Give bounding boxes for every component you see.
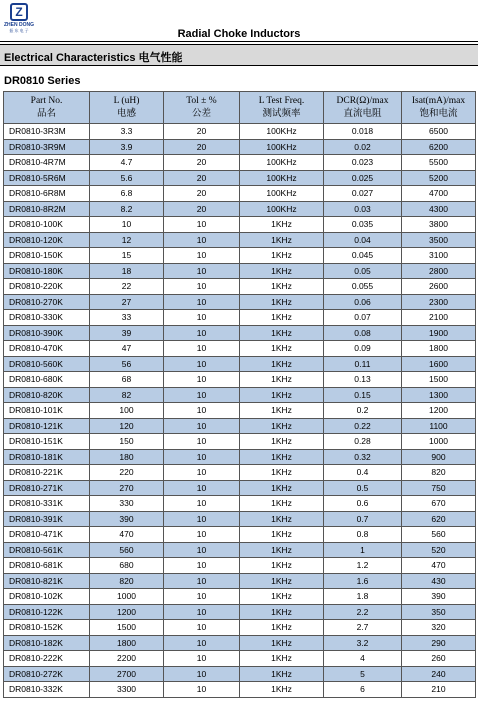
part-no-cell: DR0810-151K: [4, 434, 90, 450]
inductance-cell: 2200: [90, 651, 164, 667]
inductance-cell: 15: [90, 248, 164, 264]
inductance-cell: 10: [90, 217, 164, 233]
isat-cell: 1300: [402, 387, 476, 403]
dcr-cell: 0.28: [324, 434, 402, 450]
dcr-cell: 0.22: [324, 418, 402, 434]
isat-cell: 5200: [402, 170, 476, 186]
inductance-cell: 3.3: [90, 124, 164, 140]
part-no-cell: DR0810-821K: [4, 573, 90, 589]
table-row: [4, 341, 476, 357]
table-row: [4, 294, 476, 310]
part-no-cell: DR0810-3R9M: [4, 139, 90, 155]
part-no-cell: DR0810-390K: [4, 325, 90, 341]
isat-cell: 430: [402, 573, 476, 589]
part-no-cell: DR0810-680K: [4, 372, 90, 388]
isat-cell: 820: [402, 465, 476, 481]
table-row: [4, 480, 476, 496]
isat-cell: 3800: [402, 217, 476, 233]
table-row: [4, 418, 476, 434]
inductance-cell: 27: [90, 294, 164, 310]
test-freq-cell: 1KHz: [240, 527, 324, 543]
test-freq-cell: 1KHz: [240, 480, 324, 496]
inductance-cell: 6.8: [90, 186, 164, 202]
dcr-cell: 3.2: [324, 635, 402, 651]
part-no-cell: DR0810-150K: [4, 248, 90, 264]
test-freq-cell: 1KHz: [240, 263, 324, 279]
isat-cell: 470: [402, 558, 476, 574]
inductance-cell: 120: [90, 418, 164, 434]
tolerance-cell: 20: [164, 155, 240, 171]
tolerance-cell: 10: [164, 325, 240, 341]
test-freq-cell: 1KHz: [240, 217, 324, 233]
part-no-cell: DR0810-271K: [4, 480, 90, 496]
table-row: [4, 403, 476, 419]
tolerance-cell: 10: [164, 403, 240, 419]
logo-name: ZHEN DONG: [4, 22, 34, 28]
tolerance-cell: 20: [164, 201, 240, 217]
tolerance-cell: 10: [164, 635, 240, 651]
inductance-cell: 680: [90, 558, 164, 574]
isat-cell: 2600: [402, 279, 476, 295]
isat-cell: 4300: [402, 201, 476, 217]
isat-cell: 390: [402, 589, 476, 605]
isat-cell: 5500: [402, 155, 476, 171]
dcr-cell: 4: [324, 651, 402, 667]
dcr-cell: 0.07: [324, 310, 402, 326]
table-row: [4, 155, 476, 171]
tolerance-cell: 10: [164, 666, 240, 682]
part-no-cell: DR0810-391K: [4, 511, 90, 527]
section-bar: [0, 44, 478, 66]
table-row: [4, 527, 476, 543]
test-freq-cell: 1KHz: [240, 372, 324, 388]
part-no-cell: DR0810-330K: [4, 310, 90, 326]
table-row: [4, 651, 476, 667]
dcr-cell: 0.025: [324, 170, 402, 186]
isat-cell: 240: [402, 666, 476, 682]
part-no-cell: DR0810-222K: [4, 651, 90, 667]
col-header-part-no: Part No. 品名: [4, 92, 90, 124]
inductance-cell: 8.2: [90, 201, 164, 217]
table-row: [4, 232, 476, 248]
part-no-cell: DR0810-272K: [4, 666, 90, 682]
tolerance-cell: 10: [164, 341, 240, 357]
inductance-cell: 39: [90, 325, 164, 341]
table-row: [4, 217, 476, 233]
dcr-cell: 1.6: [324, 573, 402, 589]
dcr-cell: 0.045: [324, 248, 402, 264]
table-row: [4, 465, 476, 481]
test-freq-cell: 1KHz: [240, 356, 324, 372]
table-row: [4, 186, 476, 202]
part-no-cell: DR0810-470K: [4, 341, 90, 357]
logo-cn: 振 东 电 子: [9, 28, 29, 33]
isat-cell: 290: [402, 635, 476, 651]
tolerance-cell: 20: [164, 186, 240, 202]
isat-cell: 2300: [402, 294, 476, 310]
part-no-cell: DR0810-3R3M: [4, 124, 90, 140]
part-no-cell: DR0810-220K: [4, 279, 90, 295]
part-no-cell: DR0810-331K: [4, 496, 90, 512]
dcr-cell: 0.02: [324, 139, 402, 155]
part-no-cell: DR0810-101K: [4, 403, 90, 419]
test-freq-cell: 1KHz: [240, 620, 324, 636]
col-header-test-freq: L Test Freq. 测试频率: [240, 92, 324, 124]
inductance-cell: 12: [90, 232, 164, 248]
table-row: [4, 496, 476, 512]
isat-cell: 6200: [402, 139, 476, 155]
part-no-cell: DR0810-6R8M: [4, 186, 90, 202]
dcr-cell: 2.2: [324, 604, 402, 620]
dcr-cell: 0.023: [324, 155, 402, 171]
isat-cell: 1900: [402, 325, 476, 341]
test-freq-cell: 1KHz: [240, 434, 324, 450]
table-row: [4, 263, 476, 279]
test-freq-cell: 1KHz: [240, 294, 324, 310]
dcr-cell: 0.13: [324, 372, 402, 388]
isat-cell: 520: [402, 542, 476, 558]
test-freq-cell: 1KHz: [240, 325, 324, 341]
inductance-cell: 1000: [90, 589, 164, 605]
table-row: [4, 372, 476, 388]
part-no-cell: DR0810-182K: [4, 635, 90, 651]
inductance-cell: 270: [90, 480, 164, 496]
test-freq-cell: 1KHz: [240, 682, 324, 698]
test-freq-cell: 1KHz: [240, 248, 324, 264]
tolerance-cell: 10: [164, 387, 240, 403]
table-row: [4, 124, 476, 140]
inductance-cell: 4.7: [90, 155, 164, 171]
isat-cell: 2100: [402, 310, 476, 326]
test-freq-cell: 100KHz: [240, 186, 324, 202]
table-row: [4, 201, 476, 217]
tolerance-cell: 10: [164, 542, 240, 558]
tolerance-cell: 10: [164, 217, 240, 233]
table-row: [4, 449, 476, 465]
dcr-cell: 0.11: [324, 356, 402, 372]
test-freq-cell: 1KHz: [240, 589, 324, 605]
inductance-cell: 68: [90, 372, 164, 388]
col-header-inductance: L (uH) 电感: [90, 92, 164, 124]
inductance-cell: 470: [90, 527, 164, 543]
test-freq-cell: 1KHz: [240, 651, 324, 667]
dcr-cell: 2.7: [324, 620, 402, 636]
table-row: [4, 434, 476, 450]
test-freq-cell: 1KHz: [240, 666, 324, 682]
dcr-cell: 0.03: [324, 201, 402, 217]
test-freq-cell: 1KHz: [240, 542, 324, 558]
dcr-cell: 0.2: [324, 403, 402, 419]
table-row: [4, 310, 476, 326]
table-row: [4, 682, 476, 698]
isat-cell: 260: [402, 651, 476, 667]
part-no-cell: DR0810-102K: [4, 589, 90, 605]
page-header: [0, 0, 478, 44]
inductance-cell: 820: [90, 573, 164, 589]
part-no-cell: DR0810-221K: [4, 465, 90, 481]
isat-cell: 2800: [402, 263, 476, 279]
table-row: [4, 620, 476, 636]
part-no-cell: DR0810-100K: [4, 217, 90, 233]
tolerance-cell: 10: [164, 434, 240, 450]
isat-cell: 1000: [402, 434, 476, 450]
inductance-cell: 5.6: [90, 170, 164, 186]
tolerance-cell: 20: [164, 139, 240, 155]
isat-cell: 350: [402, 604, 476, 620]
test-freq-cell: 1KHz: [240, 604, 324, 620]
tolerance-cell: 10: [164, 465, 240, 481]
isat-cell: 1800: [402, 341, 476, 357]
part-no-cell: DR0810-180K: [4, 263, 90, 279]
test-freq-cell: 100KHz: [240, 201, 324, 217]
test-freq-cell: 1KHz: [240, 279, 324, 295]
isat-cell: 670: [402, 496, 476, 512]
col-header-isat: Isat(mA)/max 饱和电流: [402, 92, 476, 124]
test-freq-cell: 1KHz: [240, 387, 324, 403]
dcr-cell: 0.5: [324, 480, 402, 496]
test-freq-cell: 1KHz: [240, 635, 324, 651]
tolerance-cell: 20: [164, 170, 240, 186]
inductance-cell: 180: [90, 449, 164, 465]
tolerance-cell: 10: [164, 511, 240, 527]
part-no-cell: DR0810-270K: [4, 294, 90, 310]
dcr-cell: 0.035: [324, 217, 402, 233]
tolerance-cell: 10: [164, 449, 240, 465]
isat-cell: 750: [402, 480, 476, 496]
inductance-cell: 330: [90, 496, 164, 512]
table-row: [4, 356, 476, 372]
part-no-cell: DR0810-121K: [4, 418, 90, 434]
table-row: [4, 635, 476, 651]
table-row: [4, 573, 476, 589]
tolerance-cell: 10: [164, 604, 240, 620]
table-header-row: [4, 92, 476, 124]
table-row: [4, 589, 476, 605]
inductance-cell: 1200: [90, 604, 164, 620]
col-header-tolerance: Tol ± % 公差: [164, 92, 240, 124]
dcr-cell: 1.2: [324, 558, 402, 574]
dcr-cell: 0.06: [324, 294, 402, 310]
test-freq-cell: 100KHz: [240, 139, 324, 155]
inductance-cell: 3.9: [90, 139, 164, 155]
part-no-cell: DR0810-561K: [4, 542, 90, 558]
tolerance-cell: 10: [164, 310, 240, 326]
tolerance-cell: 10: [164, 418, 240, 434]
dcr-cell: 0.15: [324, 387, 402, 403]
isat-cell: 3100: [402, 248, 476, 264]
inductance-cell: 2700: [90, 666, 164, 682]
test-freq-cell: 1KHz: [240, 465, 324, 481]
tolerance-cell: 10: [164, 682, 240, 698]
test-freq-cell: 1KHz: [240, 449, 324, 465]
header-rule: [0, 41, 478, 42]
spec-table: [3, 91, 476, 698]
tolerance-cell: 10: [164, 558, 240, 574]
dcr-cell: 0.4: [324, 465, 402, 481]
part-no-cell: DR0810-681K: [4, 558, 90, 574]
table-row: [4, 139, 476, 155]
test-freq-cell: 100KHz: [240, 155, 324, 171]
test-freq-cell: 1KHz: [240, 573, 324, 589]
part-no-cell: DR0810-332K: [4, 682, 90, 698]
dcr-cell: 0.09: [324, 341, 402, 357]
test-freq-cell: 1KHz: [240, 232, 324, 248]
isat-cell: 320: [402, 620, 476, 636]
tolerance-cell: 10: [164, 294, 240, 310]
isat-cell: 560: [402, 527, 476, 543]
tolerance-cell: 10: [164, 527, 240, 543]
table-row: [4, 279, 476, 295]
inductance-cell: 22: [90, 279, 164, 295]
isat-cell: 1200: [402, 403, 476, 419]
part-no-cell: DR0810-4R7M: [4, 155, 90, 171]
part-no-cell: DR0810-152K: [4, 620, 90, 636]
isat-cell: 1100: [402, 418, 476, 434]
tolerance-cell: 10: [164, 620, 240, 636]
tolerance-cell: 20: [164, 124, 240, 140]
table-row: [4, 248, 476, 264]
inductance-cell: 220: [90, 465, 164, 481]
dcr-cell: 0.05: [324, 263, 402, 279]
inductance-cell: 33: [90, 310, 164, 326]
table-row: [4, 511, 476, 527]
inductance-cell: 18: [90, 263, 164, 279]
table-row: [4, 325, 476, 341]
part-no-cell: DR0810-471K: [4, 527, 90, 543]
part-no-cell: DR0810-820K: [4, 387, 90, 403]
dcr-cell: 0.7: [324, 511, 402, 527]
part-no-cell: DR0810-122K: [4, 604, 90, 620]
test-freq-cell: 100KHz: [240, 170, 324, 186]
logo-letter: Z: [15, 5, 23, 19]
table-row: [4, 558, 476, 574]
test-freq-cell: 1KHz: [240, 496, 324, 512]
test-freq-cell: 100KHz: [240, 124, 324, 140]
tolerance-cell: 10: [164, 232, 240, 248]
dcr-cell: 0.018: [324, 124, 402, 140]
tolerance-cell: 10: [164, 480, 240, 496]
isat-cell: 900: [402, 449, 476, 465]
tolerance-cell: 10: [164, 279, 240, 295]
part-no-cell: DR0810-120K: [4, 232, 90, 248]
dcr-cell: 5: [324, 666, 402, 682]
inductance-cell: 390: [90, 511, 164, 527]
dcr-cell: 1.8: [324, 589, 402, 605]
inductance-cell: 1800: [90, 635, 164, 651]
tolerance-cell: 10: [164, 496, 240, 512]
table-row: [4, 387, 476, 403]
inductance-cell: 150: [90, 434, 164, 450]
inductance-cell: 560: [90, 542, 164, 558]
tolerance-cell: 10: [164, 248, 240, 264]
part-no-cell: DR0810-560K: [4, 356, 90, 372]
logo-mark-icon: [10, 3, 28, 21]
test-freq-cell: 1KHz: [240, 558, 324, 574]
part-no-cell: DR0810-8R2M: [4, 201, 90, 217]
inductance-cell: 82: [90, 387, 164, 403]
dcr-cell: 0.027: [324, 186, 402, 202]
isat-cell: 4700: [402, 186, 476, 202]
document-title: Radial Choke Inductors: [177, 28, 301, 40]
tolerance-cell: 10: [164, 573, 240, 589]
dcr-cell: 0.04: [324, 232, 402, 248]
inductance-cell: 3300: [90, 682, 164, 698]
table-row: [4, 170, 476, 186]
tolerance-cell: 10: [164, 651, 240, 667]
series-title: DR0810 Series: [4, 75, 81, 87]
isat-cell: 620: [402, 511, 476, 527]
test-freq-cell: 1KHz: [240, 511, 324, 527]
dcr-cell: 0.6: [324, 496, 402, 512]
tolerance-cell: 10: [164, 589, 240, 605]
dcr-cell: 0.32: [324, 449, 402, 465]
isat-cell: 3500: [402, 232, 476, 248]
col-header-dcr: DCR(Ω)/max 直流电阻: [324, 92, 402, 124]
test-freq-cell: 1KHz: [240, 341, 324, 357]
table-row: [4, 666, 476, 682]
isat-cell: 1500: [402, 372, 476, 388]
dcr-cell: 0.08: [324, 325, 402, 341]
tolerance-cell: 10: [164, 356, 240, 372]
dcr-cell: 0.8: [324, 527, 402, 543]
dcr-cell: 0.055: [324, 279, 402, 295]
test-freq-cell: 1KHz: [240, 403, 324, 419]
tolerance-cell: 10: [164, 263, 240, 279]
table-row: [4, 604, 476, 620]
test-freq-cell: 1KHz: [240, 310, 324, 326]
dcr-cell: 6: [324, 682, 402, 698]
dcr-cell: 1: [324, 542, 402, 558]
part-no-cell: DR0810-181K: [4, 449, 90, 465]
inductance-cell: 100: [90, 403, 164, 419]
isat-cell: 1600: [402, 356, 476, 372]
inductance-cell: 47: [90, 341, 164, 357]
tolerance-cell: 10: [164, 372, 240, 388]
inductance-cell: 1500: [90, 620, 164, 636]
part-no-cell: DR0810-5R6M: [4, 170, 90, 186]
isat-cell: 210: [402, 682, 476, 698]
inductance-cell: 56: [90, 356, 164, 372]
test-freq-cell: 1KHz: [240, 418, 324, 434]
table-row: [4, 542, 476, 558]
isat-cell: 6500: [402, 124, 476, 140]
section-title: Electrical Characteristics 电气性能: [4, 52, 183, 64]
